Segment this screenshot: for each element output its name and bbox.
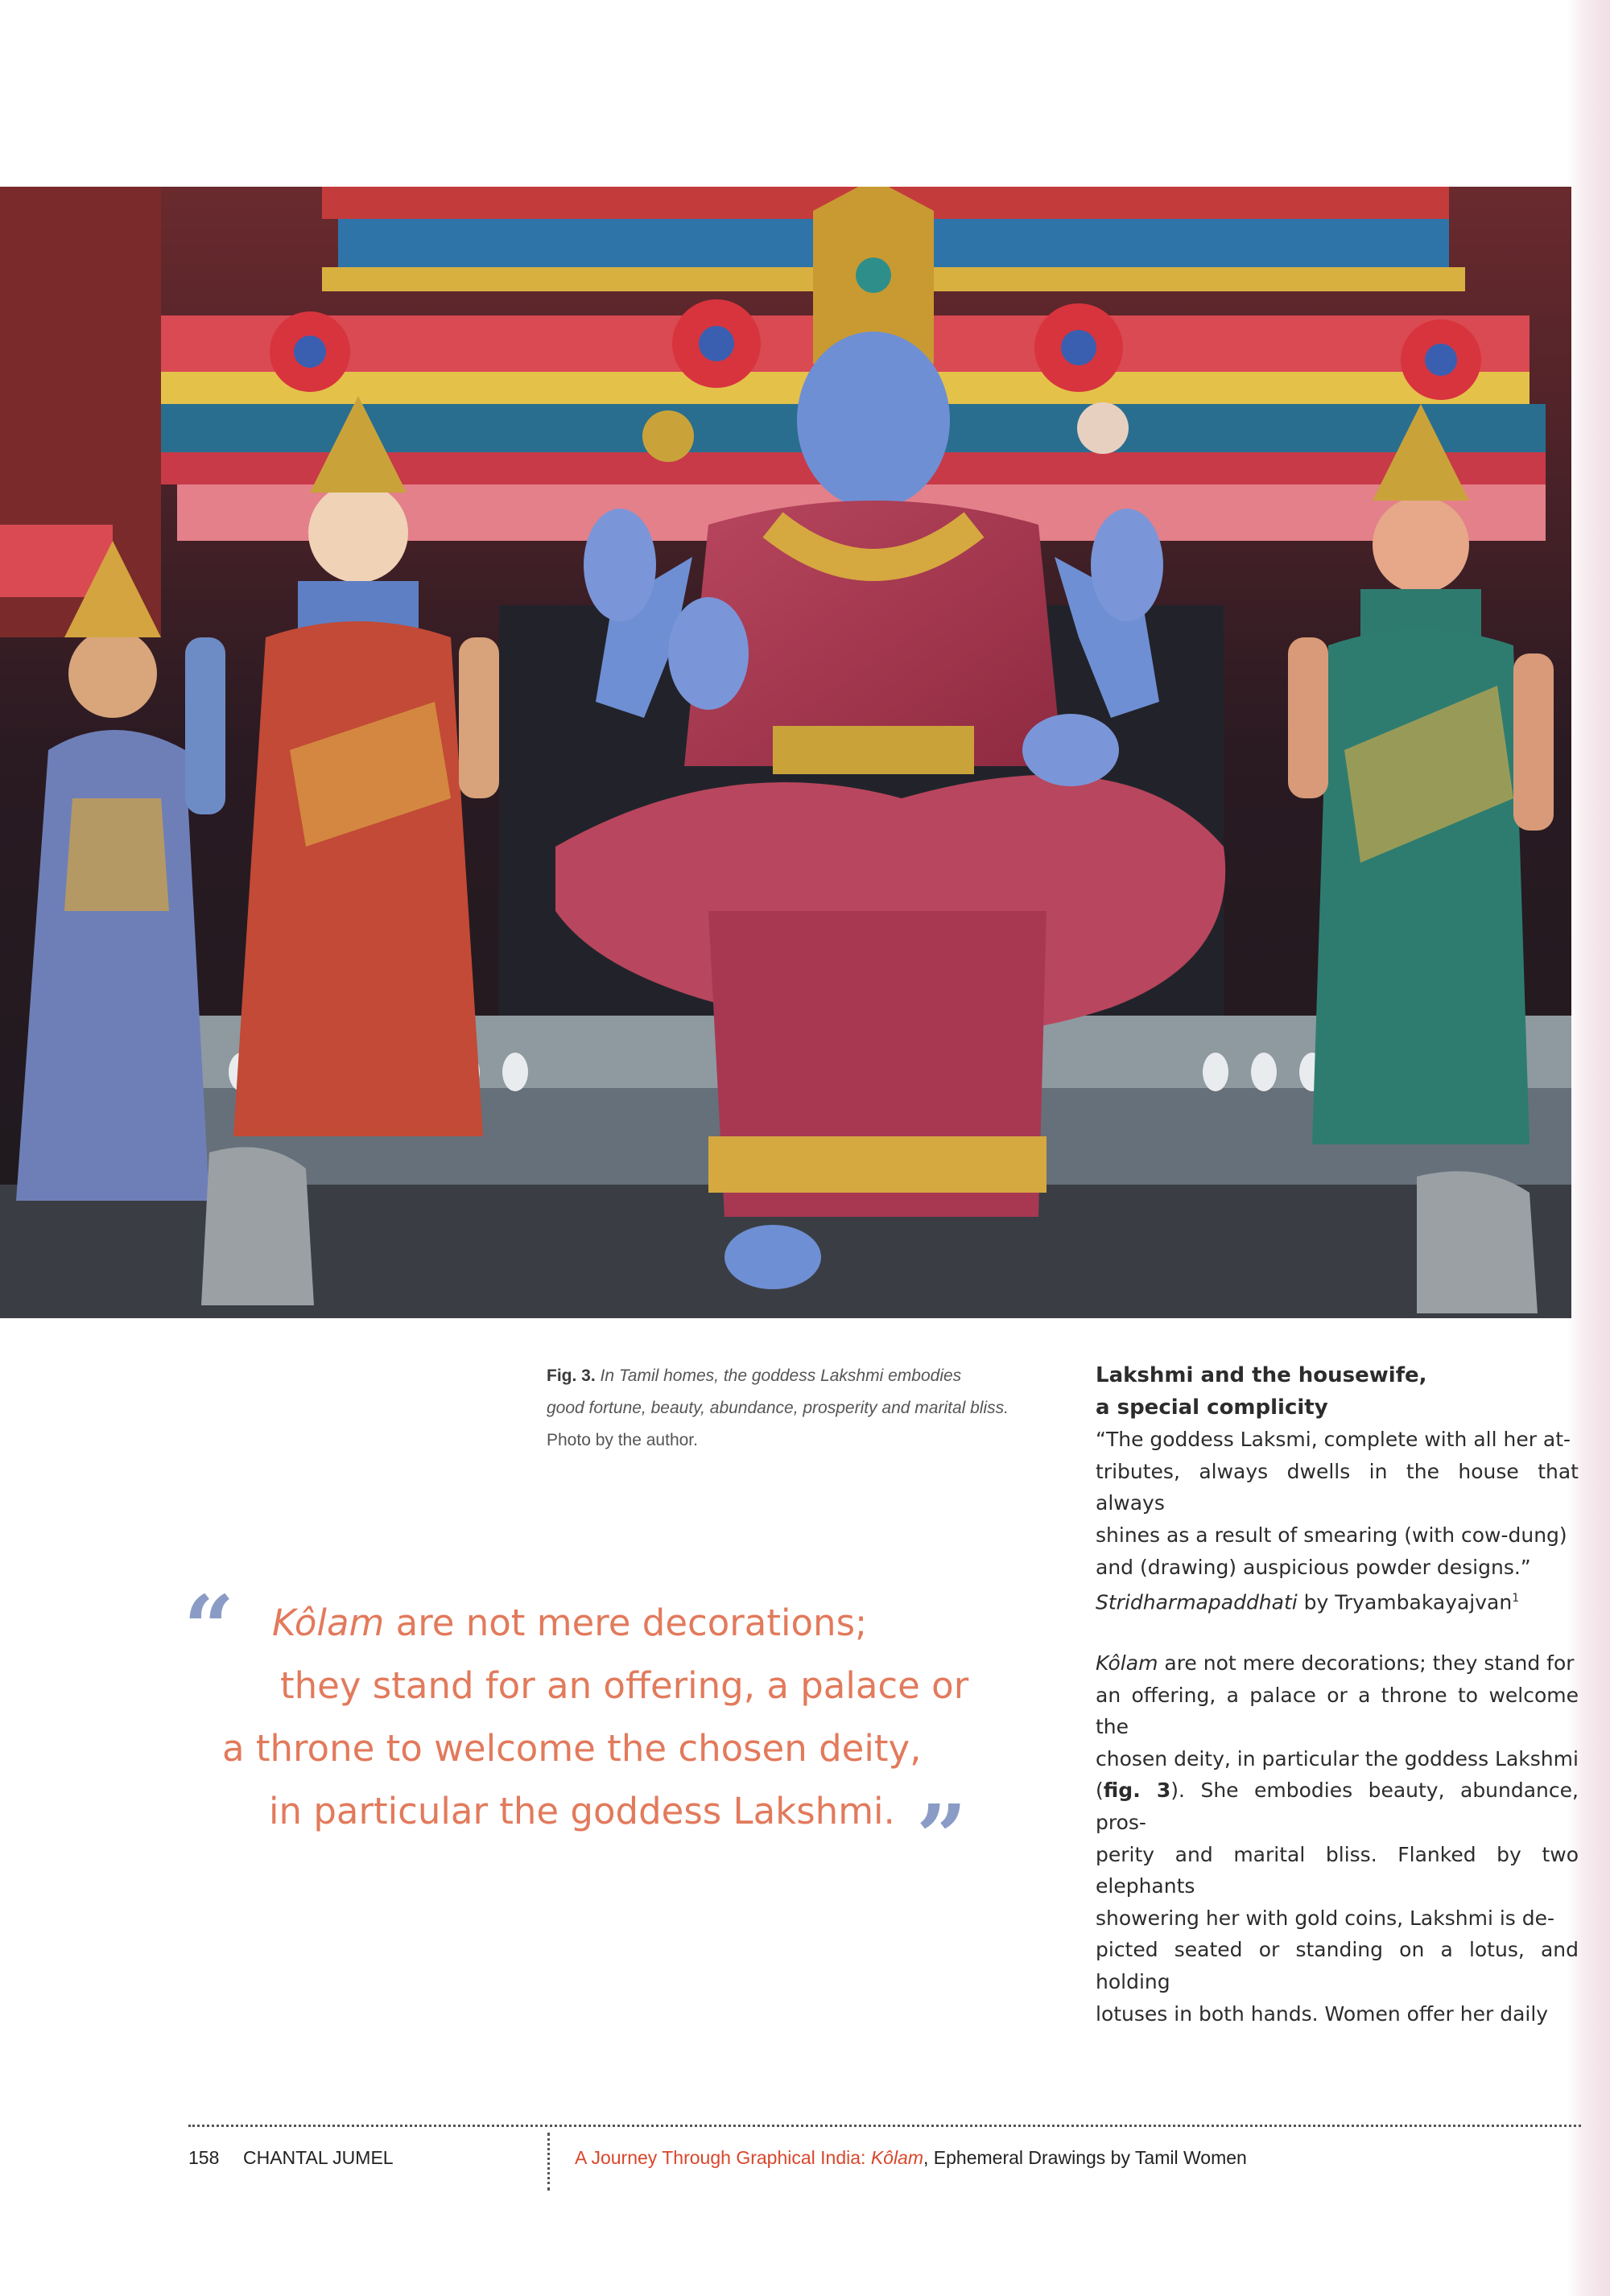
page-number: 158 xyxy=(188,2147,220,2168)
temple-sculpture-photo xyxy=(0,187,1571,1318)
figure-reference: fig. 3 xyxy=(1103,1779,1171,1803)
section-heading-line-2: a special complicity xyxy=(1096,1395,1328,1420)
pull-quote-line-2: they stand for an offering, a palace or xyxy=(280,1664,969,1707)
pull-quote-line-3: a throne to welcome the chosen deity, xyxy=(222,1727,922,1770)
epigraph-source-title: Stridharmapaddhati xyxy=(1096,1590,1298,1614)
body-paragraph: Kôlam are not mere decorations; they stand for an offering, a palace or a throne to welcome the chosen deity, in particular the goddess Lakshmi (fig. 3). She embodies beauty, abundance, pros- perity and marital bliss. Flanked by two elephants showering her with gold coins, Lakshmi is de- picted seated or standing on a lotus, and holding lotuses in both hands. Women offer her daily xyxy=(1096,1651,1579,2026)
pull-quote xyxy=(184,1576,1021,1889)
footnote-mark: 1 xyxy=(1512,1592,1520,1606)
photo-credit: Photo by the author. xyxy=(547,1431,698,1449)
footer-separator xyxy=(547,2133,550,2191)
pull-quote-line-4: in particular the goddess Lakshmi. xyxy=(269,1790,895,1832)
caption-line-2: good fortune, beauty, abundance, prosperity and marital bliss. xyxy=(547,1399,1009,1417)
running-title: A Journey Through Graphical India: Kôlam, Ephemeral Drawings by Tamil Women xyxy=(575,2147,1247,2168)
close-quote-mark: ” xyxy=(916,1785,968,1889)
body-column xyxy=(1096,1360,1579,2030)
section-heading-line-1: Lakshmi and the housewife, xyxy=(1096,1363,1427,1387)
running-author: CHANTAL JUMEL xyxy=(243,2147,394,2168)
caption-line-1: Fig. 3. In Tamil homes, the goddess Lakshmi embodies xyxy=(547,1366,962,1385)
footer-rule xyxy=(188,2125,1581,2127)
epigraph: “The goddess Laksmi, complete with all her at- tributes, always dwells in the house that always shines as a result of smearing (with cow-dung) and (drawing) auspicious powder designs.” Stridharmapaddhati by Tryambakayajvan$^1$ xyxy=(1096,1428,1579,1614)
open-quote-mark: “ xyxy=(184,1576,235,1680)
figure-caption xyxy=(547,1360,1038,1457)
pull-quote-line-1: Kôlam are not mere decorations; xyxy=(272,1601,868,1644)
figure-number: Fig. 3. xyxy=(547,1366,596,1385)
